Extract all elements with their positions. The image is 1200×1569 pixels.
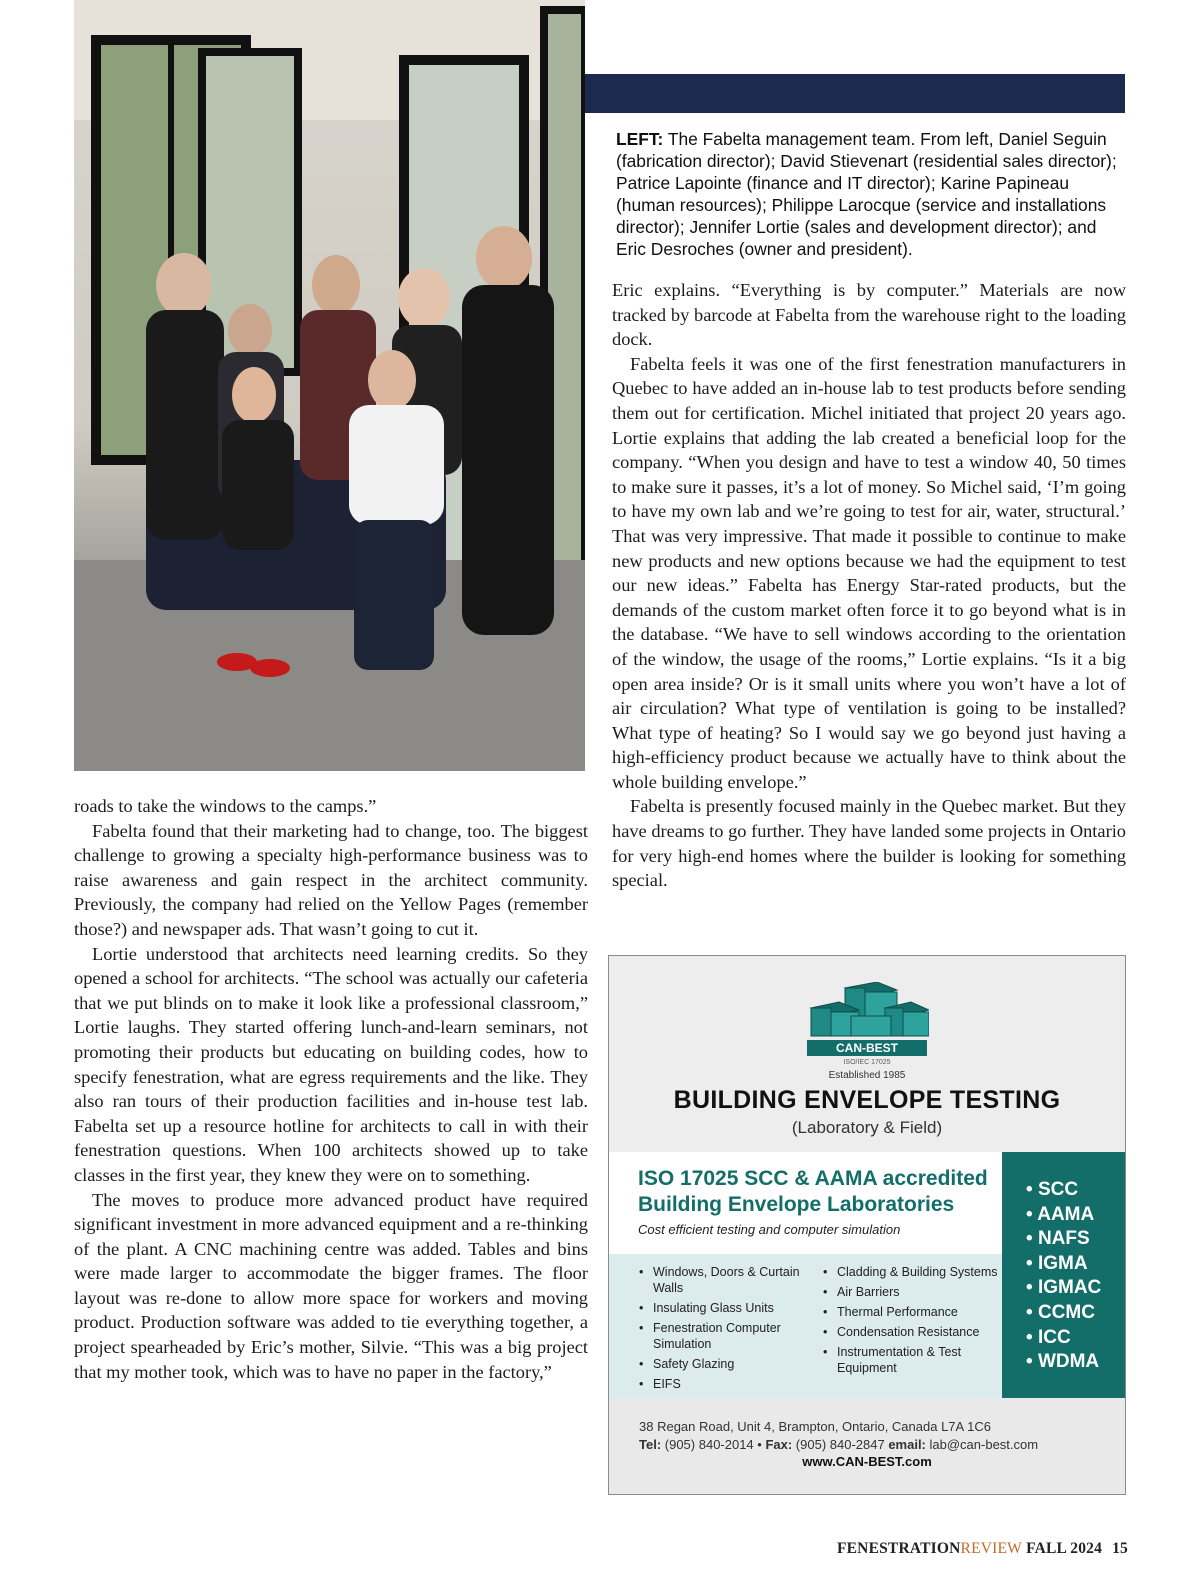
paragraph: Eric explains. “Everything is by computer.” Materials are now tracked by barcode at Fabelta from the warehouse right to the loading dock. [612, 280, 1126, 350]
services-list-a [637, 1264, 807, 1396]
list-item: • IGMA [1026, 1252, 1125, 1277]
can-best-logo [805, 982, 929, 1073]
ad-services-panel [609, 1254, 1002, 1398]
list-item: • WDMA [1026, 1350, 1125, 1375]
page-footer [837, 1540, 1128, 1558]
ad-tagline: Cost efficient testing and computer simulation [638, 1222, 901, 1237]
list-item: • NAFS [1026, 1227, 1125, 1252]
ad-header [609, 956, 1125, 1152]
list-item: • Windows, Doors & Curtain Walls [637, 1264, 807, 1296]
tel-label: Tel: [639, 1437, 662, 1452]
list-item: • Cladding & Building Systems [821, 1264, 999, 1280]
magazine-name-part1: FENESTRATION [836, 1540, 961, 1557]
services-list-b [821, 1264, 999, 1380]
ad-headline: ISO 17025 SCC & AAMA accredited Building Envelope Laboratories [638, 1167, 988, 1216]
logo-text: CAN-BEST [836, 1041, 898, 1055]
page-number: 15 [1112, 1540, 1128, 1557]
article-column-left [74, 794, 588, 1384]
team-photo-illustration [74, 0, 585, 771]
caption-header-bar [585, 74, 1125, 113]
paragraph: Fabelta feels it was one of the first fenestration manufacturers in Quebec to have added an in-house lab to test products before sending them out for certification. Michel initiated that project 20 years ago. Lortie explains that adding the lab created a beneficial loop for the company. “When you design and have to test a window 40, 50 times to make sure it passes, it’s a lot of money. So Michel said, ‘I’m going to have my own lab and we’re going to test for air, water, structural.’ That was very impressive. That made it possible to continue to make new products and new options because we had the equipment to test our new ideas.” Fabelta has Energy Star-rated products, but the demands of the custom market often force it to go beyond what is in the database. “We have to sell windows according to the orientation of the window, the usage of the rooms,” Lortie explains. “Is it a big open area inside? Or is it small units where you won’t have a lot of air circulation? What type of ventilation is going to be installed? What type of heating? So I would say we go beyond just having a high-efficiency product because we actually have to think about the whole building envelope.” [612, 353, 1126, 792]
email-link[interactable]: lab@can-best.com [925, 1437, 1039, 1452]
ad-established: Established 1985 [828, 1070, 906, 1081]
list-item: • IGMAC [1026, 1276, 1125, 1301]
paragraph: The moves to produce more advanced product have required significant investment in more advanced equipment and a re-thinking of the plant. A CNC machining centre was added. Tables and bins were made larger to accommodate the bigger frames. The floor layout was re-done to allow more space for workers and moving product. Production software was added to tie everything together, a project spearheaded by Eric’s mother, Silvie. “This was a big project that my mother took, which was to have no paper in the factory,” [74, 1189, 588, 1382]
list-item: • Safety Glazing [637, 1356, 807, 1372]
photo-caption [616, 128, 1131, 260]
list-item: • Condensation Resistance [821, 1324, 999, 1340]
fax-label: Fax: [765, 1437, 793, 1452]
list-item: • Fenestration Computer Simulation [637, 1320, 807, 1352]
list-item: • Insulating Glass Units [637, 1300, 807, 1316]
list-item: • CCMC [1026, 1301, 1125, 1326]
article-column-right [612, 278, 1126, 893]
list-item: • Thermal Performance [821, 1304, 999, 1320]
paragraph: roads to take the windows to the camps.” [74, 796, 377, 816]
ad-subtitle: (Laboratory & Field) [791, 1118, 943, 1137]
paragraph: Fabelta found that their marketing had to change, too. The biggest challenge to growing a specialty high-performance business was to raise awareness and gain respect in the architect community. Previously, the company had relied on the Yellow Pages (remember those?) and newspaper ads. That wasn’t going to cut it. [74, 820, 588, 939]
ad-title: BUILDING ENVELOPE TESTING [673, 1086, 1061, 1114]
ad-headline-panel [609, 1152, 1002, 1254]
ad-contact [639, 1418, 1109, 1454]
paragraph: Lortie understood that architects need learning credits. So they opened a school for architects. “The school was actually our cafeteria that we put blinds on to make it look like a professional classroom,” Lortie laughs. They started offering lunch-and-learn seminars, not promoting their products but educating on building codes, how to specify fenestration, what are egress requirements and the like. They also ran tours of their production facilities and in-house test lab. Fabelta set up a resource hotline for architects to call in with their fenestration questions. When 100 architects showed up to take classes in the first year, they knew they were on to something. [74, 943, 588, 1185]
list-item: • SCC [1026, 1178, 1125, 1203]
list-item: • AAMA [1026, 1203, 1125, 1228]
team-photo [74, 0, 585, 771]
ad-website-link[interactable]: www.CAN-BEST.com [802, 1454, 932, 1469]
magazine-name-part2: REVIEW [960, 1540, 1022, 1557]
ad-address: 38 Regan Road, Unit 4, Brampton, Ontario, Canada L7A 1C6 [639, 1419, 991, 1434]
caption-text: The Fabelta management team. From left, Daniel Seguin (fabrication director); David Stievenart (residential sales director); Patrice Lapointe (finance and IT director); Karine Papineau (human resources); Philippe Larocque (service and installations director); Jennifer Lortie (sales and development director); and Eric Desroches (owner and president). [616, 129, 1117, 259]
issue-label: FALL 2024 [1022, 1540, 1103, 1557]
email-label: email: [888, 1437, 926, 1452]
ad-contact-line [639, 1436, 1109, 1454]
list-item: • ICC [1026, 1326, 1125, 1351]
ad-certifications-panel [1002, 1152, 1125, 1398]
list-item: • Instrumentation & Test Equipment [821, 1344, 999, 1376]
caption-lead: LEFT: [616, 129, 664, 149]
list-item: • EIFS [637, 1376, 807, 1392]
can-best-advertisement[interactable] [608, 955, 1126, 1495]
certifications-list [1002, 1152, 1125, 1375]
logo-subtext: ISO/IEC 17025 [843, 1059, 891, 1066]
fax-value: (905) 840-2847 [792, 1437, 889, 1452]
tel-value[interactable]: (905) 840-2014 • [661, 1437, 766, 1452]
list-item: • Air Barriers [821, 1284, 999, 1300]
paragraph: Fabelta is presently focused mainly in the Quebec market. But they have dreams to go further. They have landed some projects in Ontario for very high-end homes where the builder is looking for something special. [612, 796, 1126, 891]
